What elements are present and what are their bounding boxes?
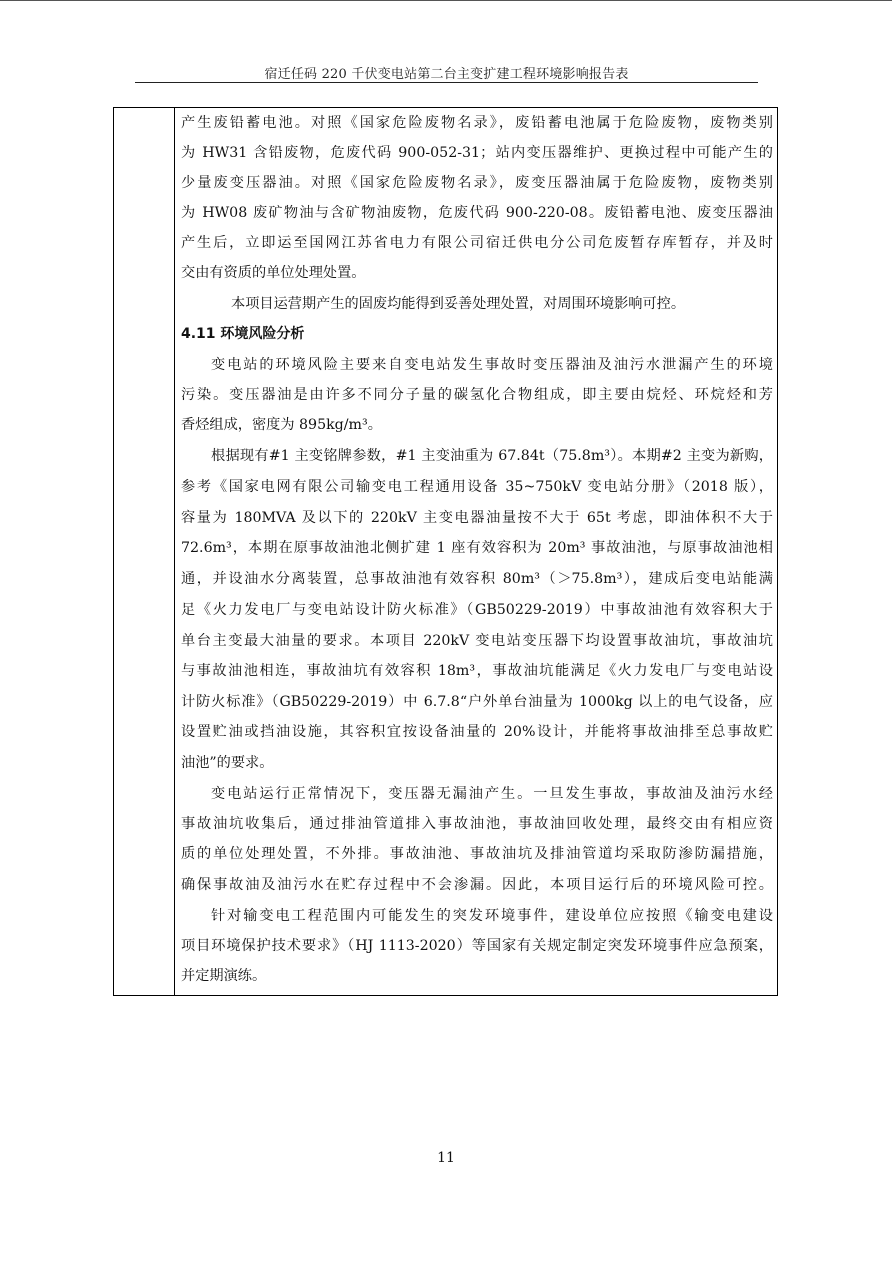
paragraph-line: 变电站的环境风险主要来自变电站发生事故时变压器油及油污水泄漏产生的环境: [211, 357, 773, 373]
paragraph-line: 确保事故油及油污水在贮存过程中不会渗漏。因此，本项目运行后的环境风险可控。: [181, 877, 773, 893]
paragraph-line: 项目环境保护技术要求》（HJ 1113-2020）等国家有关规定制定突发环境事件应急预案，: [181, 938, 773, 954]
section-heading: 4.11 环境风险分析: [181, 326, 305, 342]
paragraph-line: 足《火力发电厂与变电站设计防火标准》（GB50229-2019）中事故油池有效容积大于: [181, 602, 773, 618]
document-header-title: 宿迁任码 220 千伏变电站第二台主变扩建工程环境影响报告表: [264, 67, 629, 82]
paragraph-line: 产生废铅蓄电池。对照《国家危险废物名录》，废铅蓄电池属于危险废物，废物类别: [181, 115, 773, 131]
page-top-border: [0, 0, 892, 1]
paragraph-line: 与事故油池相连，事故油坑有效容积 18m³，事故油坑能满足《火力发电厂与变电站设: [181, 663, 773, 679]
paragraph-line: 计防火标准》（GB50229-2019）中 6.7.8“户外单台油量为 1000kg 以上的电气设备，应: [181, 694, 773, 710]
paragraph-line: 针对输变电工程范围内可能发生的突发环境事件，建设单位应按照《输变电建设: [211, 908, 773, 924]
paragraph-line: 通，并设油水分离装置，总事故油池有效容积 80m³（＞75.8m³），建成后变电站能满: [181, 571, 773, 587]
paragraph-line: 油池”的要求。: [181, 755, 274, 771]
paragraph-line: 少量废变压器油。对照《国家危险废物名录》，废变压器油属于危险废物，废物类别: [181, 175, 773, 191]
table-left-column: [114, 108, 175, 995]
paragraph-line: 交由有资质的单位处理处置。: [181, 265, 366, 281]
paragraph-line: 并定期演练。: [181, 968, 267, 984]
paragraph-line: 容量为 180MVA 及以下的 220kV 主变电器油量按不大于 65t 考虑，即油体积不大于: [181, 510, 773, 526]
paragraph-line: 设置贮油或挡油设施，其容积宜按设备油量的 20%设计，并能将事故油排至总事故贮: [181, 724, 773, 740]
paragraph-line: 根据现有#1 主变铭牌参数，#1 主变油重为 67.84t（75.8m³）。本期#2 主变为新购，: [211, 448, 773, 464]
paragraph-line: 事故油坑收集后，通过排油管道排入事故油池，事故油回收处理，最终交由有相应资: [181, 816, 773, 832]
paragraph-line: 为 HW31 含铅废物，危废代码 900-052-31；站内变压器维护、更换过程中可能产生的: [181, 145, 773, 161]
paragraph-line: 香烃组成，密度为 895kg/m³。: [181, 417, 382, 433]
paragraph-line: 本项目运营期产生的固废均能得到妥善处理处置，对周围环境影响可控。: [231, 296, 686, 312]
paragraph-line: 污染。变压器油是由许多不同分子量的碳氢化合物组成，即主要由烷烃、环烷烃和芳: [181, 387, 773, 403]
paragraph-line: 产生后，立即运至国网江苏省电力有限公司宿迁供电分公司危废暂存库暂存，并及时: [181, 235, 773, 251]
paragraph-line: 72.6m³，本期在原事故油池北侧扩建 1 座有效容积为 20m³ 事故油池，与原事故油池相: [181, 540, 773, 556]
paragraph-line: 参考《国家电网有限公司输变电工程通用设备 35~750kV 变电站分册》（2018 版），: [181, 479, 773, 495]
paragraph-line: 单台主变最大油量的要求。本项目 220kV 变电站变压器下均设置事故油坑，事故油坑: [181, 633, 773, 649]
paragraph-line: 变电站运行正常情况下，变压器无漏油产生。一旦发生事故，事故油及油污水经: [211, 786, 773, 802]
paragraph-line: 为 HW08 废矿物油与含矿物油废物，危废代码 900-220-08。废铅蓄电池、废变压器油: [181, 205, 773, 221]
header-divider: [135, 82, 758, 83]
paragraph-line: 质的单位处理处置，不外排。事故油池、事故油坑及排油管道均采取防渗防漏措施，: [181, 846, 773, 862]
content-table: [113, 107, 778, 996]
page-number: 11: [437, 1150, 455, 1166]
